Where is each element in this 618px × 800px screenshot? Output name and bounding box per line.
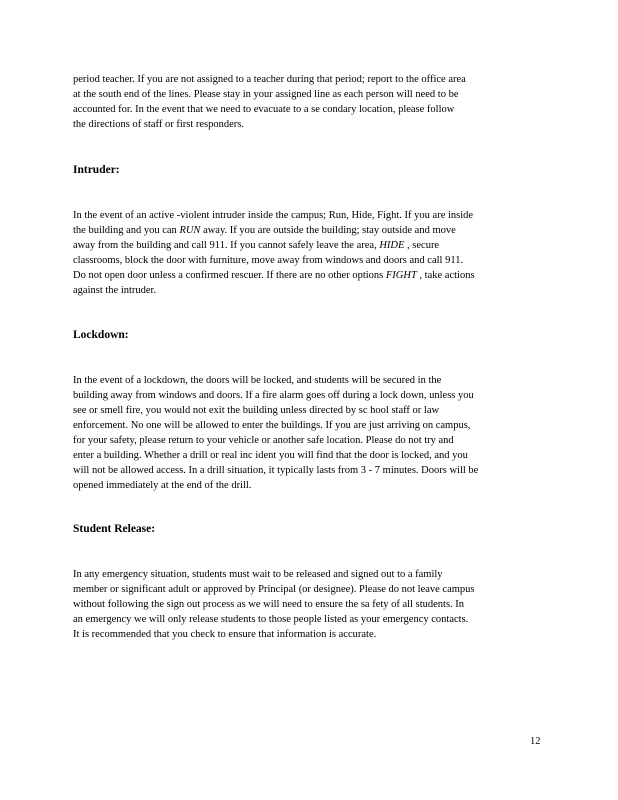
- paragraph-line: [73, 238, 543, 253]
- paragraph-line: see or smell fire, you would not exit the building unless directed by sc hool staff or law: [73, 405, 440, 416]
- paragraph-text: classrooms, block the door with furniture, move away from windows and doors and call 911.: [73, 255, 464, 266]
- paragraph-line: period teacher. If you are not assigned to a teacher during that period; report to the office area: [73, 74, 466, 85]
- paragraph-line: member or significant adult or approved by Principal (or designee). Please do not leave campus: [73, 584, 475, 595]
- paragraph-line: at the south end of the lines. Please stay in your assigned line as each person will need to be: [73, 89, 459, 100]
- intruder-paragraph: [73, 208, 543, 298]
- paragraph-line: [73, 253, 543, 268]
- paragraph-line: for your safety, please return to your vehicle or another safe location. Please do not try and: [73, 435, 454, 446]
- fight-emphasis: FIGHT: [385, 270, 417, 281]
- paragraph-line: opened immediately at the end of the drill.: [73, 480, 252, 491]
- intruder-heading: Intruder:: [73, 164, 120, 176]
- lockdown-heading: Lockdown:: [73, 329, 129, 341]
- paragraph-line: [73, 223, 543, 238]
- paragraph-text: against the intruder.: [73, 285, 157, 296]
- paragraph-line: accounted for. In the event that we need to evacuate to a se condary location, please follow: [73, 104, 455, 115]
- paragraph-text: away. If you are outside the building; stay outside and move: [200, 225, 456, 236]
- paragraph-line: enforcement. No one will be allowed to enter the buildings. If you are just arriving on campus,: [73, 420, 471, 431]
- paragraph-line: an emergency we will only release students to those people listed as your emergency contacts.: [73, 614, 469, 625]
- paragraph-text: , take actions: [416, 270, 475, 281]
- student-release-paragraph: [73, 567, 543, 642]
- paragraph-line: the directions of staff or first responders.: [73, 119, 244, 130]
- paragraph-line: In any emergency situation, students must wait to be released and signed out to a family: [73, 569, 443, 580]
- paragraph-line: It is recommended that you check to ensure that information is accurate.: [73, 629, 377, 640]
- paragraph-line: [73, 208, 543, 223]
- paragraph-line: building away from windows and doors. If a fire alarm goes off during a lock down, unless you: [73, 390, 474, 401]
- lockdown-paragraph: [73, 373, 543, 493]
- paragraph-line: enter a building. Whether a drill or real inc ident you will find that the door is locked, and you: [73, 450, 468, 461]
- paragraph-text: , secure: [404, 240, 440, 251]
- paragraph-line: will not be allowed access. In a drill situation, it typically lasts from 3 - 7 minutes. Doors will be: [73, 465, 479, 476]
- paragraph-line: In the event of a lockdown, the doors will be locked, and students will be secured in the: [73, 375, 442, 386]
- page-number: 12: [530, 736, 541, 747]
- run-emphasis: RUN: [179, 225, 201, 236]
- paragraph-text: away from the building and call 911. If you cannot safely leave the area,: [73, 240, 380, 251]
- paragraph-line: [73, 268, 543, 283]
- paragraph-text: In the event of an active -violent intruder inside the campus; Run, Hide, Fight. If you are inside: [73, 210, 474, 221]
- paragraph-line: without following the sign out process as we will need to ensure the sa fety of all students. In: [73, 599, 465, 610]
- paragraph-line: [73, 283, 543, 298]
- paragraph-text: Do not open door unless a confirmed rescuer. If there are no other options: [73, 270, 386, 281]
- student-release-heading: Student Release:: [73, 523, 156, 535]
- intro-paragraph: [73, 72, 543, 132]
- paragraph-text: the building and you can: [73, 225, 180, 236]
- hide-emphasis: HIDE: [379, 240, 405, 251]
